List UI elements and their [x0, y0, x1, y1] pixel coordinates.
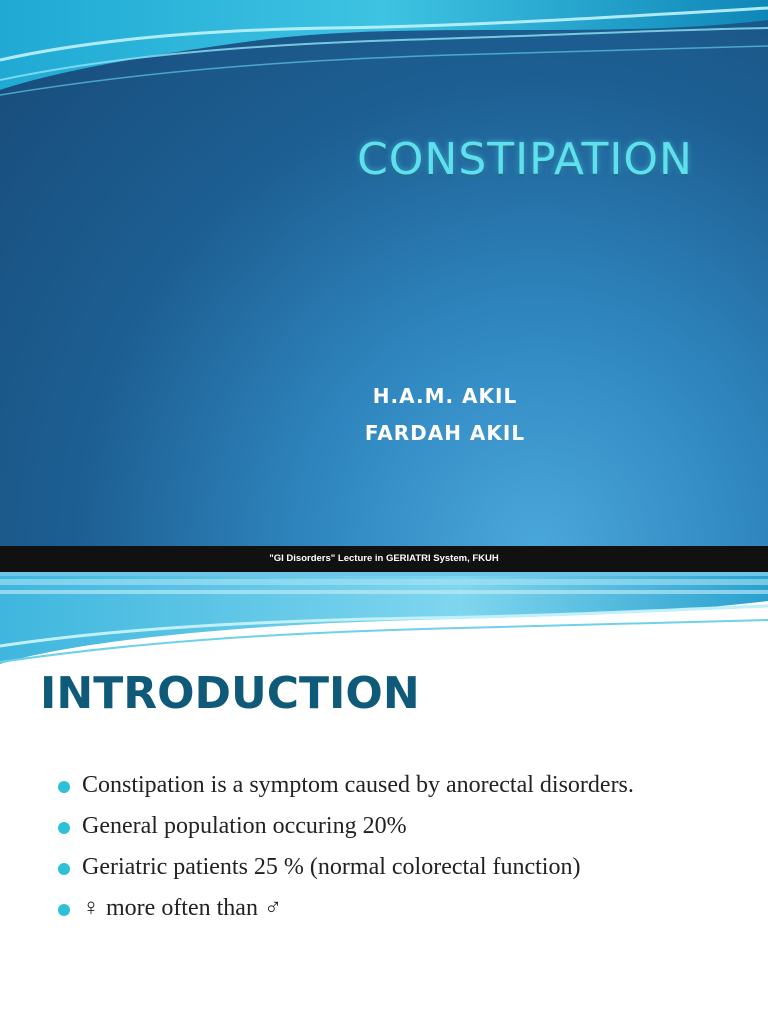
footer-bar — [0, 546, 768, 572]
wave-header-decoration — [0, 576, 768, 676]
slide-title: INTRODUCTION — [40, 668, 420, 719]
wave-header-decoration — [0, 0, 768, 110]
bullet-icon — [58, 781, 70, 793]
bullet-icon — [58, 863, 70, 875]
author-name: FARDAH AKIL — [364, 421, 526, 445]
list-item — [58, 811, 708, 842]
list-item — [58, 893, 708, 924]
introduction-slide — [0, 576, 768, 1024]
list-item-text: Geriatric patients 25 % (normal colorectal function) — [82, 854, 581, 880]
author-name: H.A.M. AKIL — [372, 384, 518, 408]
list-item-text: Constipation is a symptom caused by anorectal disorders. — [82, 772, 634, 798]
slide-title: CONSTIPATION — [357, 134, 693, 185]
bullet-icon — [58, 904, 70, 916]
list-item — [58, 852, 708, 883]
footer-text: "GI Disorders" Lecture in GERIATRI System, FKUH — [269, 553, 499, 564]
bullet-icon — [58, 822, 70, 834]
list-item-text: ♀ more often than ♂ — [82, 895, 282, 921]
author-list — [300, 378, 590, 452]
bullet-list — [58, 770, 708, 934]
list-item — [58, 770, 708, 801]
list-item-text: General population occuring 20% — [82, 813, 407, 839]
